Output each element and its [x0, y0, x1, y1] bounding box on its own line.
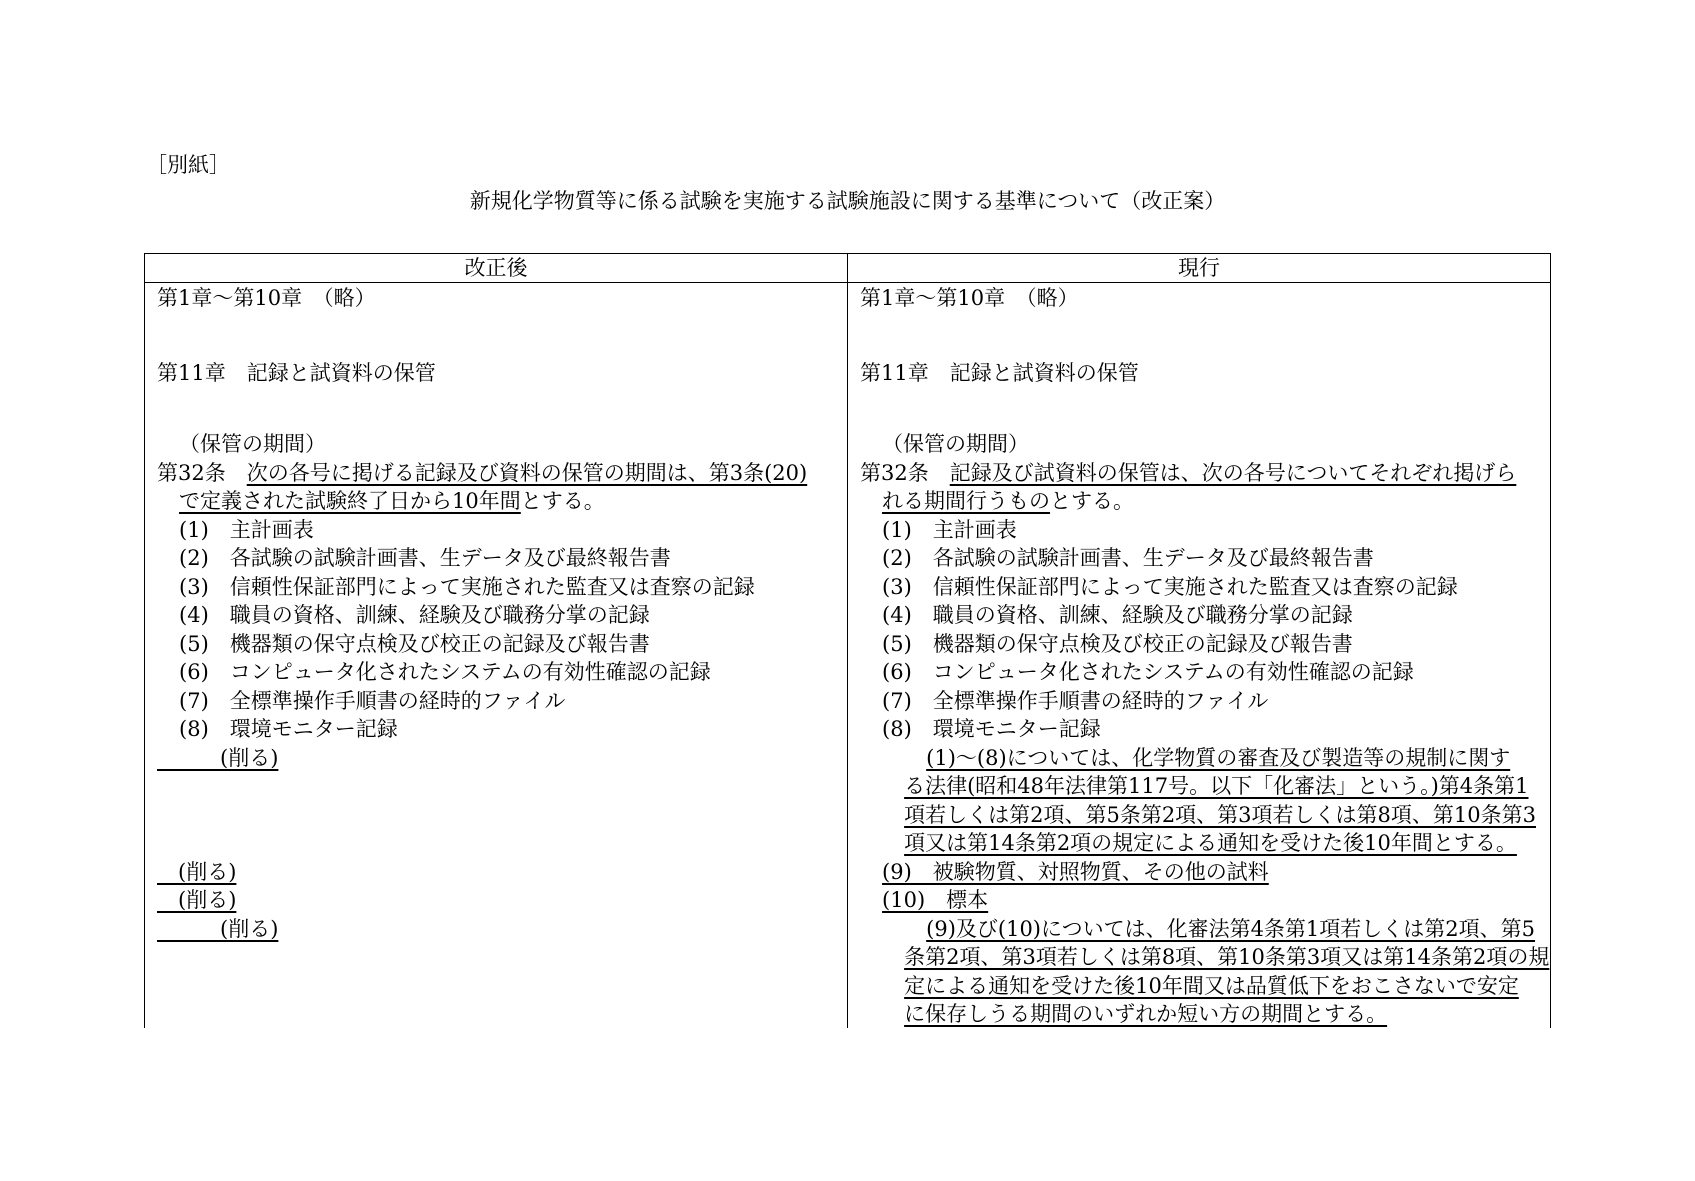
amended-text: (削る) [157, 859, 237, 884]
amended-text: (1)～(8)については、化学物質の審査及び製造等の規制に関す [926, 745, 1511, 770]
text-line [860, 601, 1550, 630]
text-segment: (4) 職員の資格、訓練、経験及び職務分掌の記録 [882, 603, 1353, 627]
amended-text: (9) 被験物質、対照物質、その他の試料 [882, 859, 1269, 884]
column-divider [847, 254, 848, 1028]
text-segment: (1) 主計画表 [179, 517, 314, 542]
amended-text: (削る) [157, 745, 279, 770]
text-segment: (1) 主計画表 [882, 517, 1017, 542]
text-segment: (2) 各試験の試験計画書、生データ及び最終報告書 [882, 546, 1374, 570]
text-line [860, 772, 1550, 801]
amended-text: 次の各号に掲げる記録及び資料の保管の期間は、第3条(20) [246, 460, 808, 485]
revised-column [157, 283, 847, 943]
text-line [860, 801, 1550, 830]
text-line [157, 715, 847, 744]
text-line [157, 744, 847, 773]
text-line [860, 744, 1550, 773]
text-segment: 第32条 [157, 460, 247, 485]
amended-text: 記録及び試資料の保管は、次の各号についてそれぞれ掲げら [949, 460, 1517, 485]
amended-text: る法律(昭和48年法律第117号。以下「化審法」という。)第4条第1 [904, 774, 1529, 798]
amended-text: (9)及び(10)については、化審法第4条第1項若しくは第2項、第5 [926, 916, 1536, 941]
article-caption: （保管の期間） [882, 432, 1030, 456]
text-line [860, 687, 1550, 716]
attachment-label: ［別紙］ [146, 153, 230, 177]
text-line [860, 858, 1550, 887]
text-line [157, 487, 847, 516]
text-line [157, 829, 847, 858]
article-body [157, 459, 847, 944]
text-line [860, 1000, 1550, 1029]
amended-text: れる期間行うもの [882, 489, 1051, 513]
text-line [157, 858, 847, 887]
text-line [157, 601, 847, 630]
column-header-current: 現行 [848, 254, 1550, 283]
column-header-revised: 改正後 [145, 254, 847, 283]
text-line [157, 886, 847, 915]
text-segment: とする。 [1050, 489, 1135, 513]
chapter-range: 第1章～第10章 （略） [157, 286, 376, 310]
amended-text: (10) 標本 [882, 888, 989, 912]
text-line [157, 459, 847, 488]
text-segment: (8) 環境モニター記録 [179, 717, 398, 741]
text-line [860, 829, 1550, 858]
comparison-table [144, 253, 1551, 1028]
article-caption: （保管の期間） [179, 432, 327, 456]
text-line [157, 630, 847, 659]
amended-text: (削る) [157, 888, 237, 912]
chapter-range: 第1章～第10章 （略） [860, 286, 1079, 310]
amended-text: (削る) [157, 916, 279, 941]
text-line [860, 573, 1550, 602]
text-segment: (4) 職員の資格、訓練、経験及び職務分掌の記録 [179, 603, 650, 627]
amended-text: に保存しうる期間のいずれか短い方の期間とする。 [904, 1002, 1388, 1026]
text-segment: 第32条 [860, 460, 950, 485]
document-title: 新規化学物質等に係る試験を実施する試験施設に関する基準について（改正案） [469, 189, 1226, 213]
text-segment: とする。 [520, 489, 605, 513]
text-line [860, 487, 1550, 516]
text-line [157, 516, 847, 545]
text-line [157, 772, 847, 801]
text-segment: (6) コンピュータ化されたシステムの有効性確認の記録 [882, 660, 1414, 684]
text-line [860, 886, 1550, 915]
text-segment: (6) コンピュータ化されたシステムの有効性確認の記録 [179, 660, 711, 684]
text-line [860, 516, 1550, 545]
chapter-title: 第11章 記録と試資料の保管 [860, 360, 1139, 385]
text-segment: (8) 環境モニター記録 [882, 717, 1101, 741]
text-segment: (2) 各試験の試験計画書、生データ及び最終報告書 [179, 546, 671, 570]
amended-text: 条第2項、第3項若しくは第8項、第10条第3項又は第14条第2項の規 [904, 945, 1550, 969]
text-line [157, 801, 847, 830]
amended-text: で定義された試験終了日から10年間 [179, 489, 521, 513]
current-column [860, 283, 1550, 1029]
text-line [157, 915, 847, 944]
text-line [157, 687, 847, 716]
amended-text: 項若しくは第2項、第5条第2項、第3項若しくは第8項、第10条第3 [904, 802, 1536, 827]
text-line [157, 658, 847, 687]
text-line [860, 715, 1550, 744]
text-segment: (5) 機器類の保守点検及び校正の記録及び報告書 [179, 631, 650, 656]
text-segment: (7) 全標準操作手順書の経時的ファイル [882, 688, 1269, 713]
text-segment: (5) 機器類の保守点検及び校正の記録及び報告書 [882, 631, 1353, 656]
amended-text: 項又は第14条第2項の規定による通知を受けた後10年間とする。 [904, 831, 1517, 855]
amended-text: 定による通知を受けた後10年間又は品質低下をおこさないで安定 [904, 973, 1519, 998]
text-line [860, 630, 1550, 659]
text-line [860, 459, 1550, 488]
article-body [860, 459, 1550, 1029]
text-line [860, 658, 1550, 687]
text-segment: (7) 全標準操作手順書の経時的ファイル [179, 688, 566, 713]
text-line [860, 943, 1550, 972]
text-line [860, 915, 1550, 944]
text-line [157, 544, 847, 573]
text-line [860, 544, 1550, 573]
text-segment: (3) 信頼性保証部門によって実施された監査又は査察の記録 [179, 574, 755, 599]
text-segment: (3) 信頼性保証部門によって実施された監査又は査察の記録 [882, 574, 1458, 599]
text-line [157, 573, 847, 602]
chapter-title: 第11章 記録と試資料の保管 [157, 360, 436, 385]
text-line [860, 972, 1550, 1001]
